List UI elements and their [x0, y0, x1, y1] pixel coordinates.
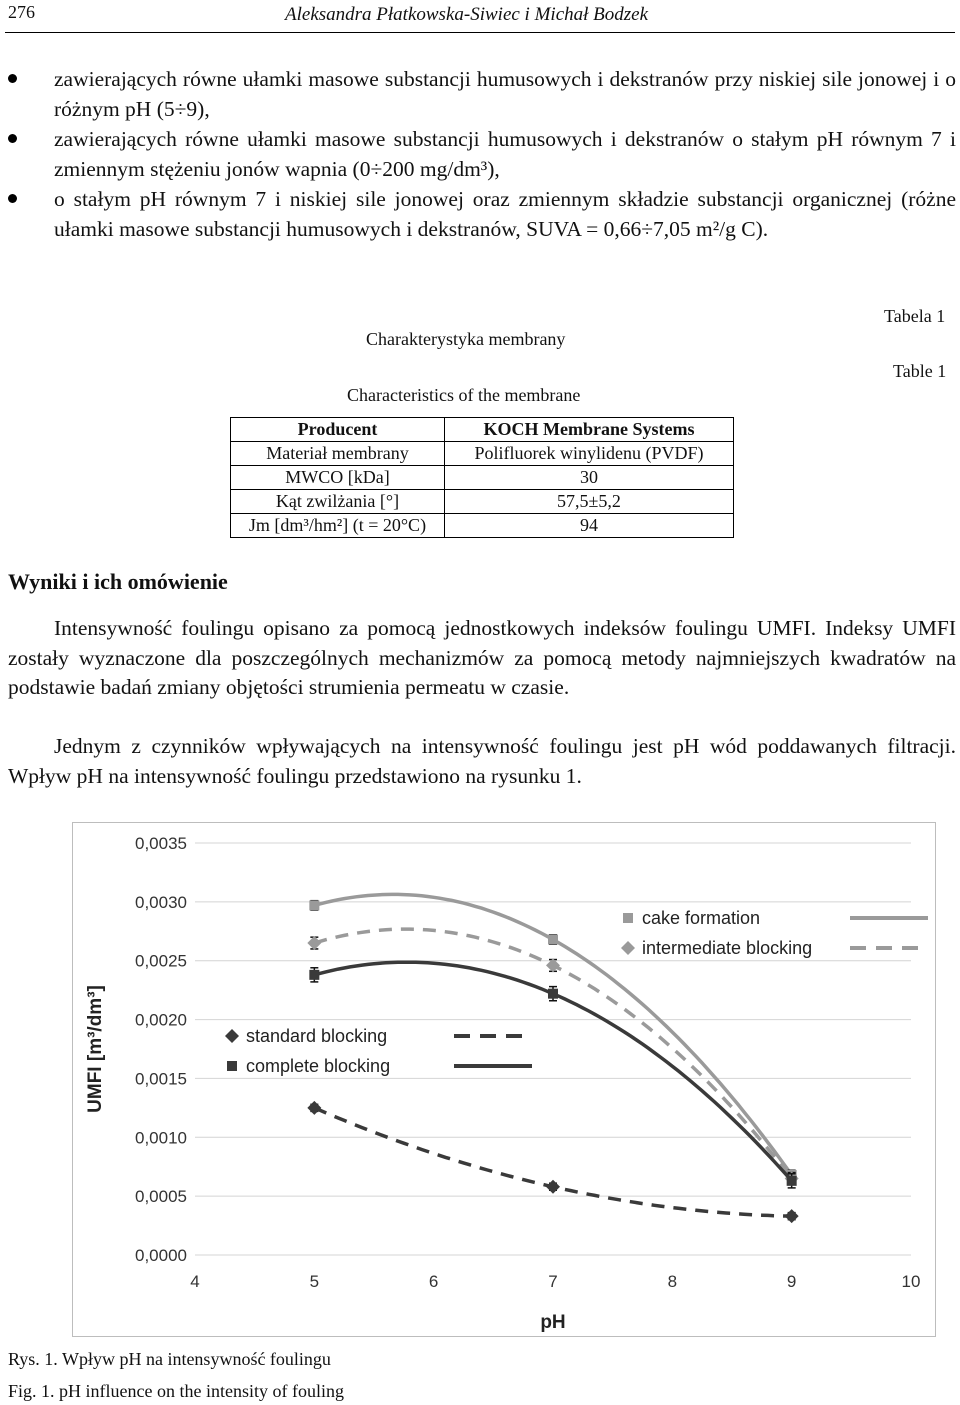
bullet-dot-icon	[8, 134, 17, 143]
header-rule	[5, 32, 955, 33]
table-cell: 57,5±5,2	[445, 490, 734, 514]
x-tick-label: 5	[309, 1272, 320, 1291]
bullet-dot-icon	[8, 74, 17, 83]
table-cell: Materiał membrany	[231, 442, 445, 466]
bullet-item	[8, 184, 956, 244]
figure-caption-en: Fig. 1. pH influence on the intensity of fouling	[8, 1381, 344, 1401]
bullet-item	[8, 64, 956, 124]
table-cell: KOCH Membrane Systems	[445, 418, 734, 442]
table-label-pl: Tabela 1	[884, 306, 946, 326]
y-tick-label: 0,0000	[135, 1246, 187, 1265]
x-tick-label: 8	[667, 1272, 678, 1291]
table-title-pl: Charakterystyka membrany	[366, 329, 566, 349]
data-point	[546, 1180, 560, 1194]
legend-label: complete blocking	[246, 1056, 391, 1076]
bullet-dot-icon	[8, 194, 17, 203]
table-cell: Kąt zwilżania [°]	[231, 490, 445, 514]
bullet-text: zawierających równe ułamki masowe substancji humusowych i dekstranów przy niskiej sile jonowej i o różnym pH (5÷9),	[54, 67, 956, 121]
table-cell: Jm [dm³/hm²] (t = 20°C)	[231, 514, 445, 538]
y-axis-title: UMFI [m³/dm³]	[85, 985, 106, 1113]
data-point	[785, 1209, 799, 1223]
section-title: Wyniki i ich omówienie	[8, 569, 228, 594]
data-point	[309, 970, 319, 980]
table-row	[231, 466, 734, 490]
page-number: 276	[8, 2, 35, 22]
y-tick-label: 0,0020	[135, 1010, 187, 1030]
y-tick-label: 0,0035	[135, 834, 187, 853]
table-row	[231, 514, 734, 538]
paragraph	[8, 614, 956, 703]
legend-label: intermediate blocking	[642, 938, 813, 958]
x-tick-label: 7	[548, 1272, 558, 1291]
data-point	[548, 989, 558, 999]
legend-label: standard blocking	[246, 1026, 388, 1046]
legend-label: cake formation	[642, 908, 761, 928]
membrane-table	[230, 417, 734, 538]
paragraph-text: Jednym z czynników wpływających na intensywność foulingu jest pH wód poddawanych filtracji. Wpływ pH na intensywność foulingu przedstawiono na rysunku 1.	[8, 734, 956, 788]
y-tick-label: 0,0030	[135, 892, 187, 912]
paragraph	[8, 732, 956, 791]
data-point	[307, 936, 321, 950]
paragraph-text: Intensywność foulingu opisano za pomocą jednostkowych indeksów foulingu UMFI. Indeksy UMFI zostały wyznaczone dla poszczególnych mechanizmów za pomocą metody najmniejszych kwadratów na podstawie badań zmiany objętości strumienia permeatu w czasie.	[8, 616, 956, 699]
data-point	[225, 1029, 239, 1043]
table-row	[231, 418, 734, 442]
data-point	[787, 1176, 797, 1186]
data-point	[621, 941, 635, 955]
y-tick-label: 0,0005	[135, 1187, 187, 1207]
table-cell: 30	[445, 466, 734, 490]
trendline	[314, 1108, 791, 1216]
table-cell: Polifluorek winylidenu (PVDF)	[445, 442, 734, 466]
x-tick-label: 9	[786, 1272, 797, 1291]
table-row	[231, 442, 734, 466]
bullet-text: zawierających równe ułamki masowe substancji humusowych i dekstranów o stałym pH równym 7 i zmiennym stężeniu jonów wapnia (0÷200 mg/dm³),	[54, 127, 956, 181]
data-point	[307, 1101, 321, 1115]
data-point	[548, 935, 558, 945]
x-axis-title: pH	[540, 1312, 566, 1333]
umfi-chart	[73, 823, 937, 1338]
data-point	[309, 900, 319, 910]
chart-frame	[72, 822, 936, 1337]
y-tick-label: 0,0025	[135, 951, 187, 971]
bullet-item	[8, 124, 956, 184]
table-row	[231, 490, 734, 514]
table-title-en: Characteristics of the membrane	[347, 385, 581, 405]
table-label-en: Table 1	[893, 361, 947, 381]
x-tick-label: 10	[901, 1272, 921, 1291]
data-point	[623, 913, 633, 923]
bullet-text: o stałym pH równym 7 i niskiej sile jonowej oraz zmiennym składzie substancji organicznej (różne ułamki masowe substancji humusowych i dekstranów, SUVA = 0,66÷7,05 m²/g C).	[54, 187, 956, 241]
x-tick-label: 4	[190, 1272, 200, 1291]
bullet-list	[8, 64, 956, 244]
table-cell: MWCO [kDa]	[231, 466, 445, 490]
data-point	[227, 1061, 237, 1071]
running-header-authors: Aleksandra Płatkowska-Siwiec i Michał Bodzek	[285, 4, 649, 25]
table-cell: 94	[445, 514, 734, 538]
y-tick-label: 0,0010	[135, 1128, 187, 1148]
x-tick-label: 6	[428, 1272, 439, 1291]
table-cell: Producent	[231, 418, 445, 442]
y-tick-label: 0,0015	[135, 1069, 187, 1089]
figure-caption-pl: Rys. 1. Wpływ pH na intensywność foulingu	[8, 1349, 331, 1369]
